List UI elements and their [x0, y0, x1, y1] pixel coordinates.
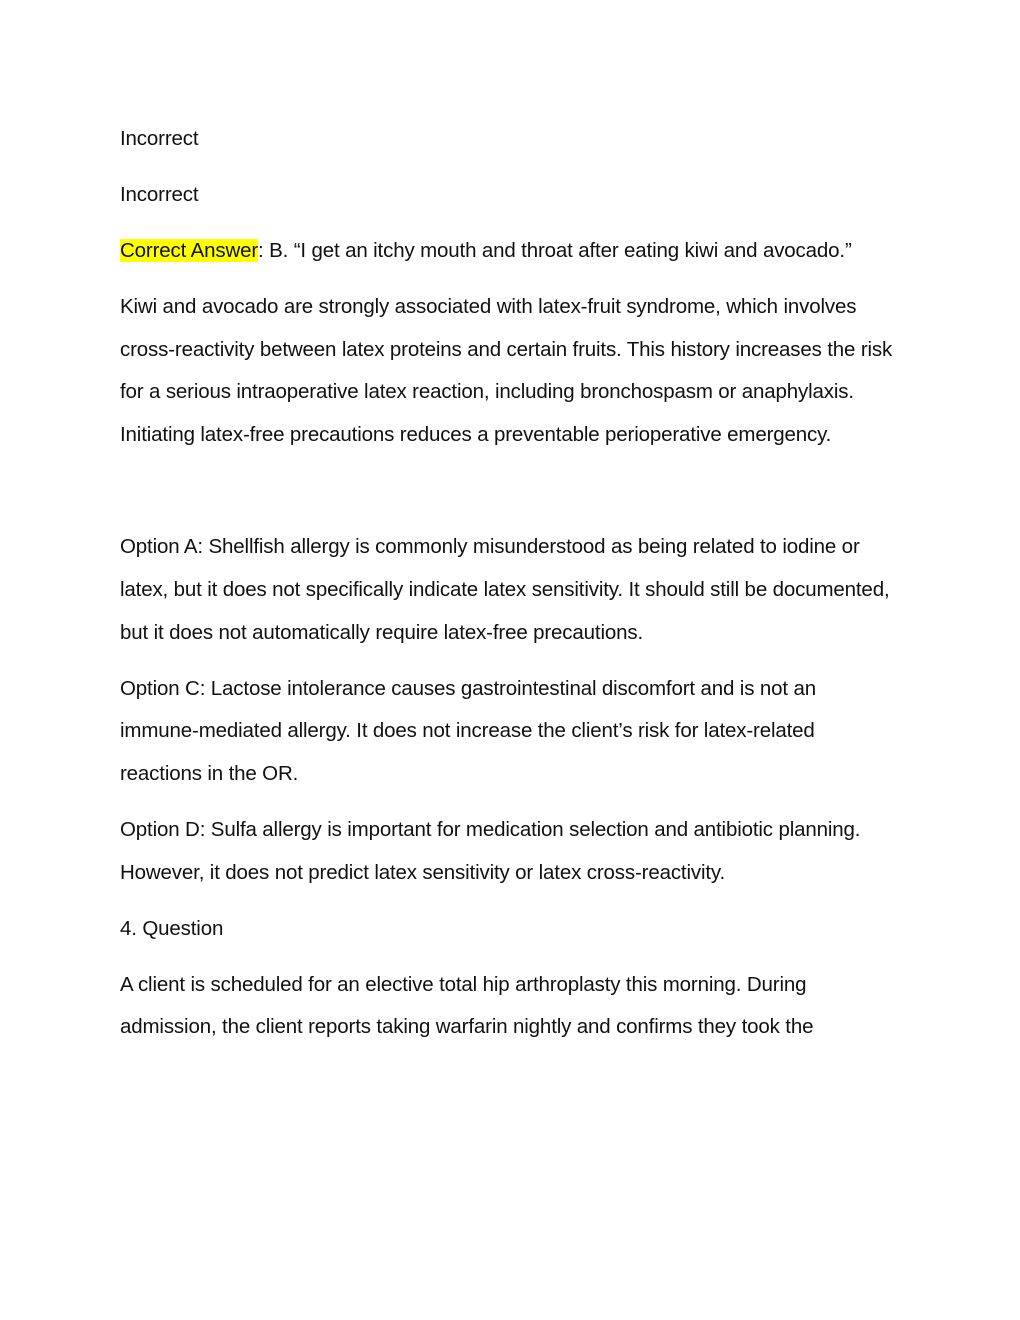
correct-answer-paragraph — [120, 230, 895, 273]
result-status-1: Incorrect — [120, 127, 199, 150]
blank-line — [120, 470, 895, 526]
result-status-2: Incorrect — [120, 183, 199, 206]
option-c-explanation: Option C: Lactose intolerance causes gastrointestinal discomfort and is not an immune-mediated allergy. It does not increase the client’s risk for latex-related reactions in the OR. — [120, 676, 816, 785]
rationale-paragraph: Kiwi and avocado are strongly associated with latex-fruit syndrome, which involves cross-reactivity between latex proteins and certain fruits. This history increases the risk for a serious intraoperative latex reaction, including bronchospasm or anaphylaxis. Initiating latex-free precautions reduces a preventable perioperative emergency. — [120, 295, 893, 447]
option-d-explanation: Option D: Sulfa allergy is important for medication selection and antibiotic planning. However, it does not predict latex sensitivity or latex cross-reactivity. — [120, 817, 861, 884]
question-stem: A client is scheduled for an elective total hip arthroplasty this morning. During admission, the client reports taking warfarin nightly and confirms they took the — [120, 972, 814, 1039]
option-a-explanation: Option A: Shellfish allergy is commonly misunderstood as being related to iodine or latex, but it does not specifically indicate latex sensitivity. It should still be documented, but it does not automatically require latex-free precautions. — [120, 535, 890, 644]
question-heading: 4. Question — [120, 916, 224, 940]
correct-answer-text: : B. “I get an itchy mouth and throat after eating kiwi and avocado.” — [258, 239, 852, 262]
correct-answer-label: Correct Answer — [120, 239, 259, 262]
document-page — [120, 118, 895, 1062]
